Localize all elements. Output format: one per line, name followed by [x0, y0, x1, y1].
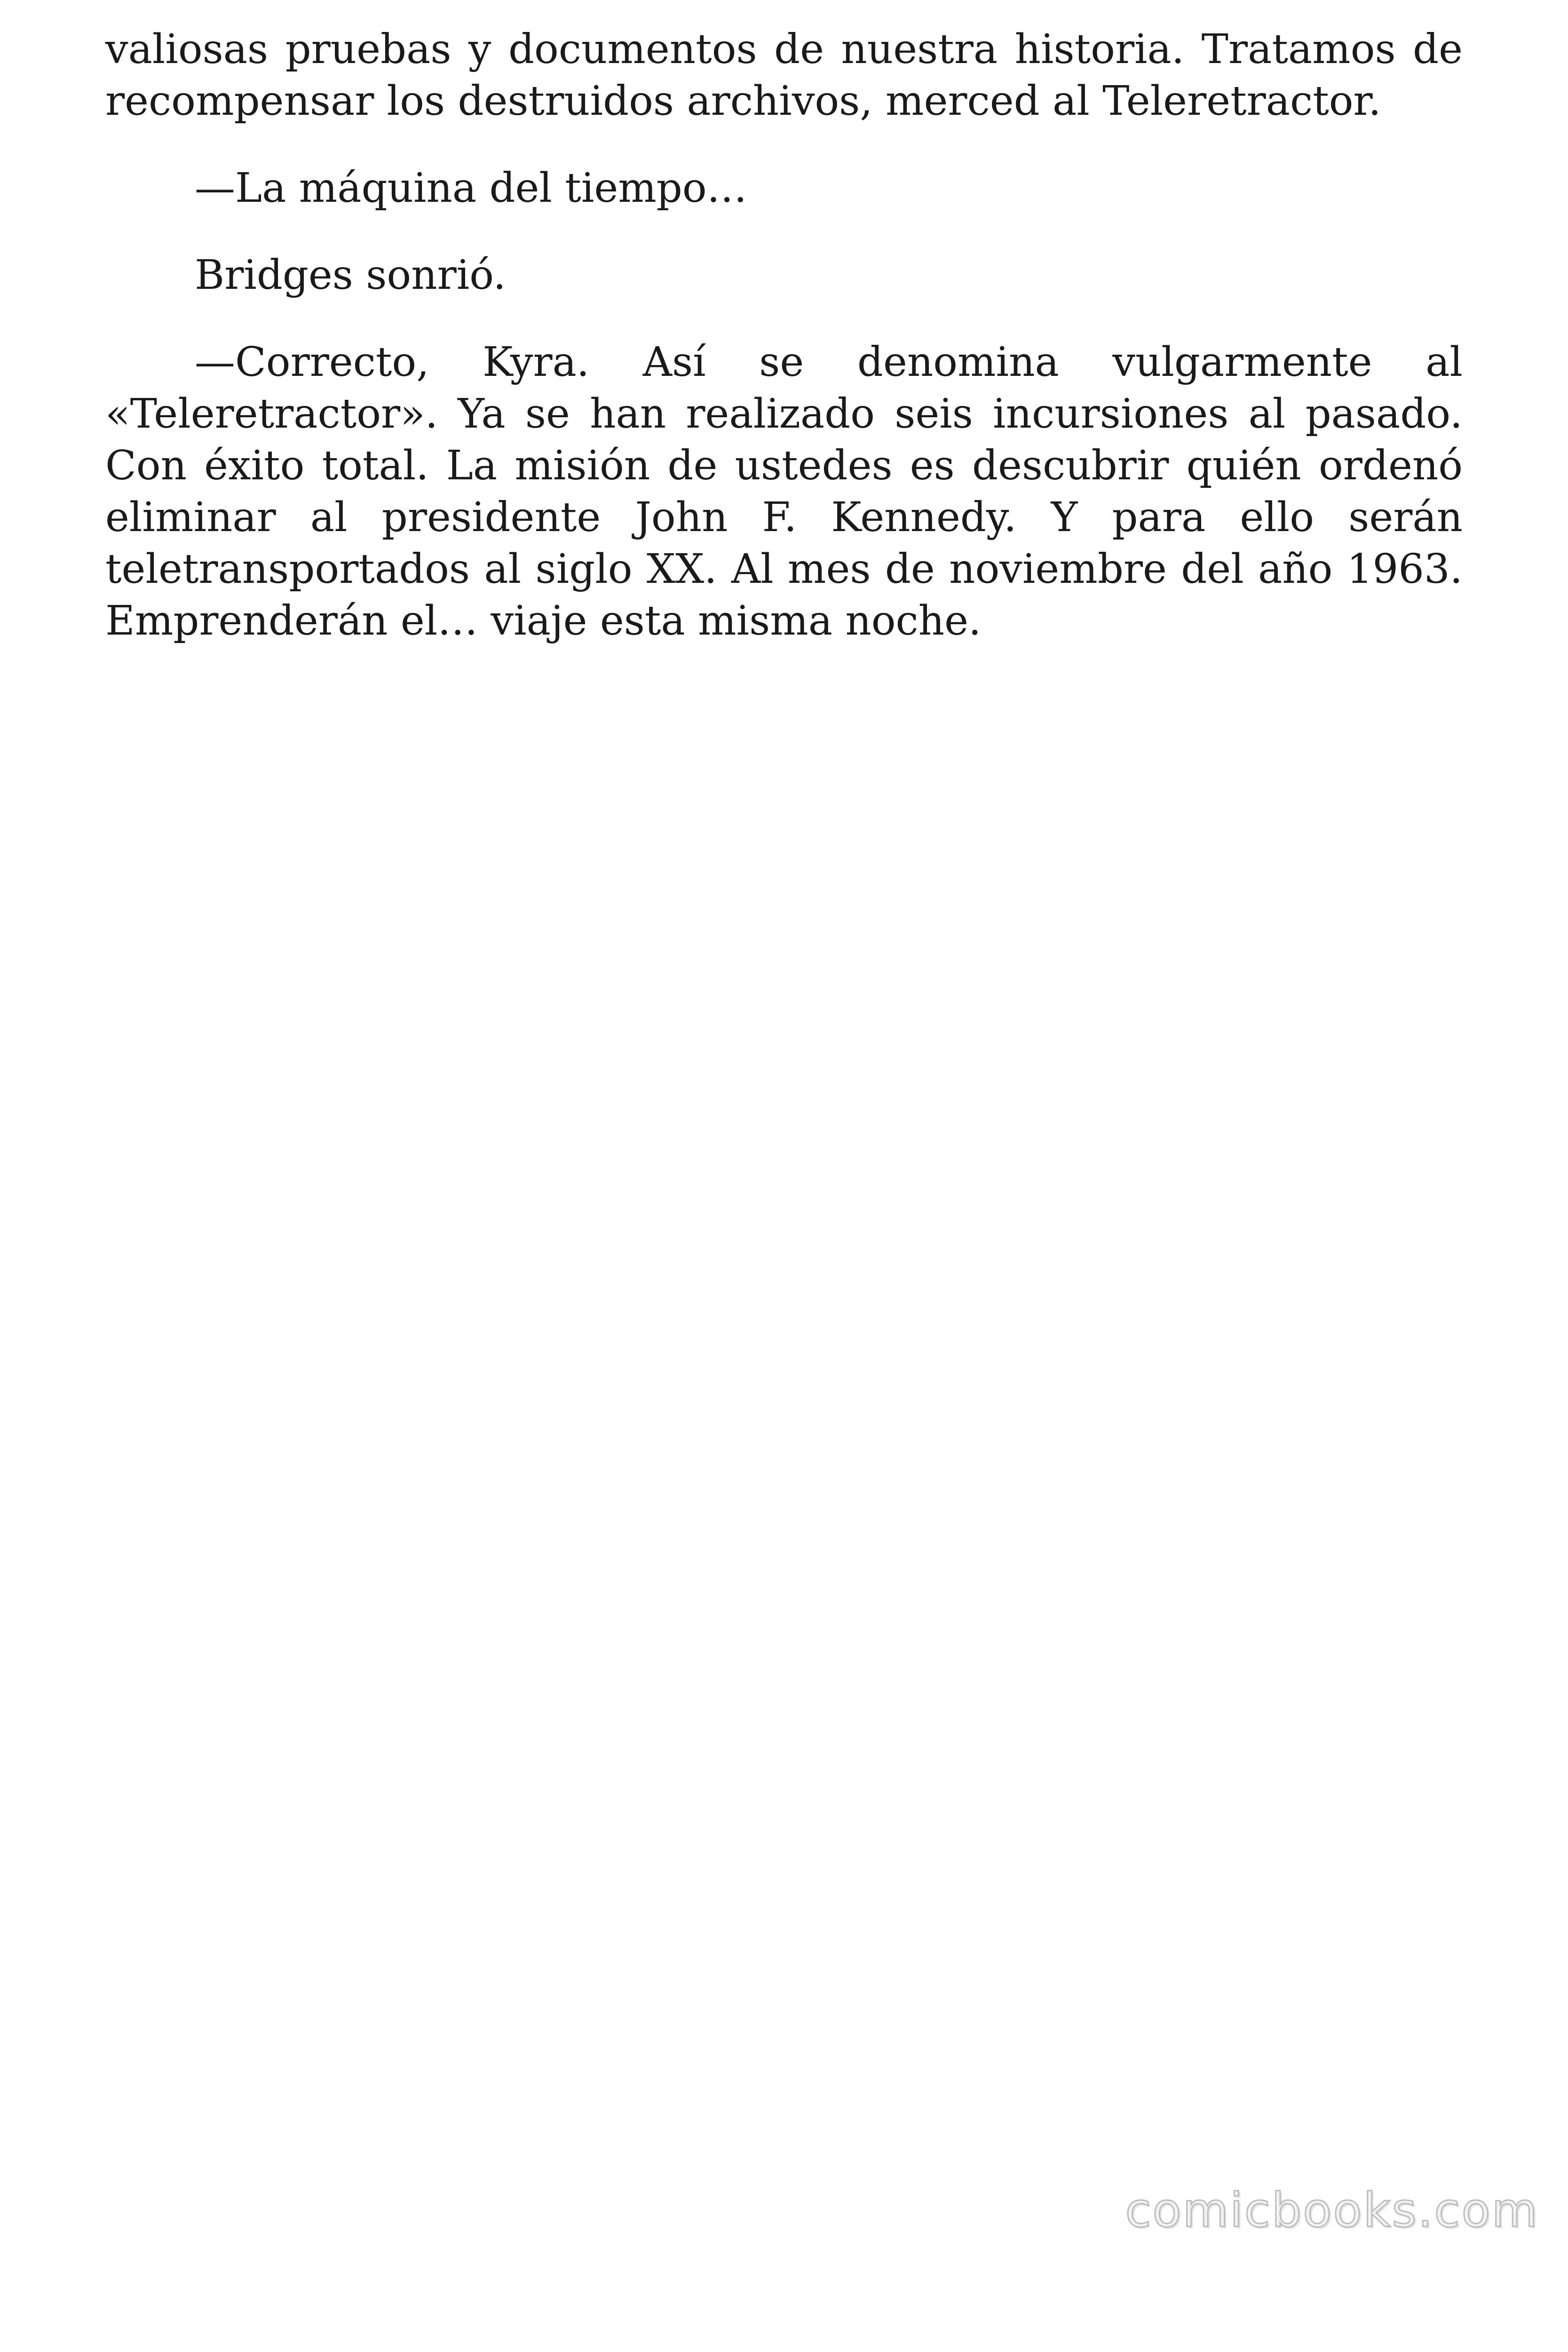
paragraph-continuation: valiosas pruebas y documentos de nuestra historia. Tratamos de recompensar los destruidos archivos, merced al Teleretractor.	[105, 26, 1463, 125]
paragraph-dialogue-time-machine: —La máquina del tiempo…	[195, 165, 747, 212]
page-body	[105, 24, 1463, 682]
watermark-logo: comicbooks.com	[1125, 2183, 1539, 2238]
paragraph-dialogue-mission: —Correcto, Kyra. Así se denomina vulgarmente al «Teleretractor». Ya se han realizado seis incursiones al pasado. Con éxito total. La misión de ustedes es descubrir quién ordenó eliminar al presidente John F. Kennedy. Y para ello serán teletransportados al siglo XX. Al mes de noviembre del año 1963. Emprenderán el… viaje esta misma noche.	[105, 339, 1463, 644]
paragraph-bridges-smiled: Bridges sonrió.	[195, 252, 506, 299]
